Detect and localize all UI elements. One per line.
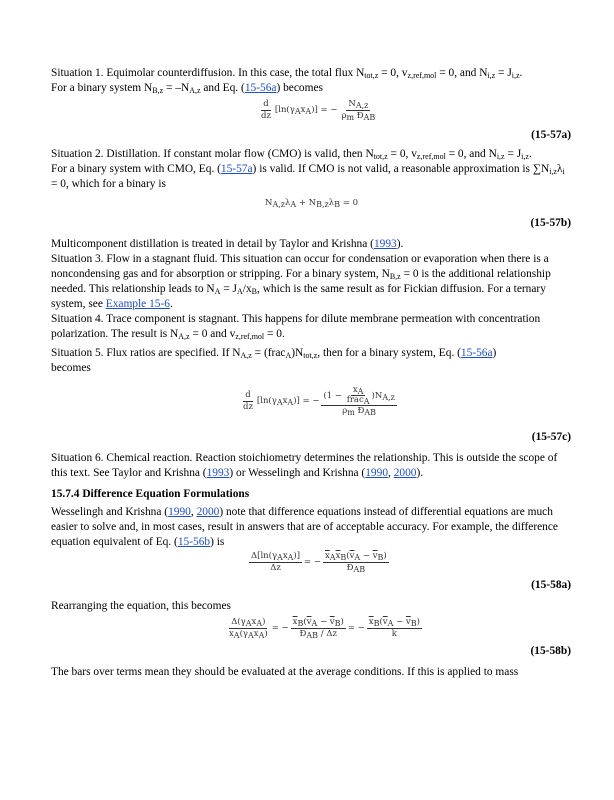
- link-eq-15-56a[interactable]: 15-56a: [244, 82, 277, 94]
- text: = –N: [163, 82, 190, 94]
- link-wesselingh-krishna-1990-2[interactable]: 1990: [168, 506, 191, 518]
- subscript: B,z: [152, 86, 164, 95]
- equation-15-58a: $\frac{\Delta[\ln(\gamma_Ax_A)]}{\Delta z}$ = − $\frac{\overline{x}_A\overline{x}_B(\overline{v}_A - \overline{v}_B)}{Đ_{AB}}$: [251, 551, 387, 574]
- final-paragraph: The bars over terms mean they should be evaluated at the average conditions. If this is applied to mass: [51, 666, 519, 678]
- equation-15-58b: $\frac{\Delta(\gamma_Ax_A)}{\overline{x}_A(\overline{\gamma}_A\overline{x}_A)}$ = − $\frac{\overline{x}_B(\overline{v}_A - \overline{v}_B)}{Đ_{AB} / \Delta z}$ = − $\frac{\overline{x}_B(\overline{v}_A - \overline{v}_B)}{k}$: [229, 617, 420, 640]
- subscript: A,z: [178, 332, 190, 341]
- section-heading: 15.7.4 Difference Equation Formulations: [51, 488, 250, 500]
- situation-5-paragraph: [51, 346, 571, 376]
- text: = 0, and N: [445, 148, 497, 160]
- subscript: i,z: [487, 71, 496, 80]
- link-taylor-krishna-1993[interactable]: 1993: [373, 238, 397, 250]
- text: = 0.: [264, 328, 285, 340]
- link-example-15-6[interactable]: Example 15-6: [105, 298, 170, 310]
- situation-3-paragraph: [51, 252, 571, 312]
- text: .: [519, 67, 523, 79]
- subscript: A: [214, 287, 221, 296]
- subscript: z,ref,mol: [416, 152, 446, 161]
- multicomponent-paragraph: [51, 237, 571, 252]
- text: = (frac: [251, 347, 286, 359]
- link-wesselingh-krishna-1990[interactable]: 1990: [365, 467, 389, 479]
- text: Situation 2. Distillation. If constant molar flow (CMO) is valid, then N: [51, 148, 374, 160]
- subscript: tot,z: [364, 71, 379, 80]
- equation-15-57b: $N_{A,z}\lambda_A + N_{B,z}\lambda_B = 0$: [265, 198, 358, 209]
- situation-1-paragraph: [51, 66, 571, 96]
- text: = 0, v: [378, 67, 408, 79]
- text: .: [528, 148, 532, 160]
- subscript: i,z: [511, 71, 520, 80]
- text: Situation 3. Flow in a stagnant fluid. This situation can occur for condensation or evaporation when there is a noncondensing gas and for absorption or stripping. For a binary system, N: [51, 253, 549, 280]
- text: ) is: [210, 536, 225, 548]
- text: = J: [504, 148, 522, 160]
- situation-4-paragraph: [51, 312, 571, 342]
- text: Situation 4. Trace component is stagnant. This happens for dilute membrane permeation with concentration polarization. The result is N: [51, 313, 541, 340]
- difference-equation-paragraph: [51, 505, 571, 550]
- link-eq-15-57a[interactable]: 15-57a: [220, 163, 253, 175]
- link-eq-15-56b[interactable]: 15-56b: [177, 536, 211, 548]
- subscript: B,z: [389, 272, 401, 281]
- text: For a binary system with CMO, Eq. (: [51, 163, 221, 175]
- link-wesselingh-krishna-2000-2[interactable]: 2000: [196, 506, 220, 518]
- subscript: tot,z: [303, 351, 318, 360]
- text: = 0, which for a binary is: [51, 178, 166, 190]
- equation-number-15-57c: (15-57c): [531, 431, 571, 443]
- text: )N: [291, 347, 304, 359]
- text: ).: [416, 467, 424, 479]
- link-taylor-krishna-1993-2[interactable]: 1993: [206, 467, 230, 479]
- text: ).: [396, 238, 404, 250]
- subscript: tot,z: [373, 152, 388, 161]
- text: Wesselingh and Krishna (: [51, 506, 169, 518]
- text: ,: [388, 467, 394, 479]
- text: , then for a binary system, Eq. (: [317, 347, 461, 359]
- subscript: z,ref,mol: [407, 71, 437, 80]
- text: ) is valid. If CMO is not valid, a reasonable approximation is ∑N: [252, 163, 550, 175]
- subscript: A: [285, 351, 292, 360]
- text: Situation 5. Flux ratios are specified. If N: [51, 347, 241, 359]
- text: ) becomes: [276, 82, 323, 94]
- equation-number-15-58a: (15-58a): [531, 579, 571, 591]
- text: Situation 6. Chemical reaction. Reaction stoichiometry determines the relationship. This is outside the scope of this text. See Taylor and Krishna (: [51, 452, 558, 479]
- equation-15-57c: $\frac{d}{dz}$ $[\ln(\gamma_Ax_A)]$ = − (1 − $\frac{x_A}{frac_A}$ )$N_{A,z}$ $\rho_m$ $Đ_{AB}$: [243, 385, 395, 417]
- subscript: A: [237, 287, 243, 296]
- text: = 0 is the additional relationship needed. This relationship leads to N: [51, 268, 551, 295]
- text: = J: [495, 67, 512, 79]
- text: , which is the same result as for Fickian diffusion. For a ternary system, see: [51, 283, 546, 310]
- subscript: i: [562, 167, 565, 176]
- text: .: [169, 298, 173, 310]
- text: = J: [220, 283, 237, 295]
- situation-2-paragraph: [51, 147, 571, 192]
- text: = 0 and v: [189, 328, 236, 340]
- text: ) note that difference equations instead of differential equations are much easier to solve and, in most cases, result in answers that are of acceptable accuracy. For example, the difference equation equivalent of Eq. (: [51, 506, 558, 548]
- text: Situation 1. Equimolar counterdiffusion. In this case, the total flux N: [51, 67, 365, 79]
- link-wesselingh-krishna-2000[interactable]: 2000: [393, 467, 417, 479]
- text: Multicomponent distillation is treated in detail by Taylor and Krishna (: [51, 238, 374, 250]
- text: becomes: [51, 362, 91, 374]
- subscript: B: [251, 287, 257, 296]
- equation-number-15-58b: (15-58b): [530, 645, 571, 657]
- text: ) or Wesselingh and Krishna (: [229, 467, 366, 479]
- text: = 0, v: [387, 148, 417, 160]
- subscript: i,z: [521, 152, 529, 161]
- subscript: i,z: [496, 152, 505, 161]
- subscript: A,z: [240, 351, 252, 360]
- equation-number-15-57a: (15-57a): [531, 129, 571, 141]
- subscript: z,ref,mol: [235, 332, 265, 341]
- link-eq-15-56a-2[interactable]: 15-56a: [460, 347, 493, 359]
- subscript: i,z: [549, 167, 557, 176]
- subscript: A,z: [189, 86, 201, 95]
- text: λ: [556, 163, 563, 175]
- rearranging-paragraph: Rearranging the equation, this becomes: [51, 600, 231, 612]
- text: /x: [242, 283, 252, 295]
- text: ,: [190, 506, 197, 518]
- text: For a binary system N: [51, 82, 153, 94]
- page-content: [51, 66, 571, 680]
- equation-15-57a: $\frac{d}{dz}$ $[\ln(\gamma_Ax_A)]$ = − $\frac{N_{A,z}}{\rho_m Đ_{AB}}$: [261, 99, 376, 122]
- equation-number-15-57b: (15-57b): [530, 217, 571, 229]
- text: = 0, and N: [436, 67, 488, 79]
- text: and Eq. (: [200, 82, 245, 94]
- text: ): [492, 347, 497, 359]
- situation-6-paragraph: [51, 451, 571, 481]
